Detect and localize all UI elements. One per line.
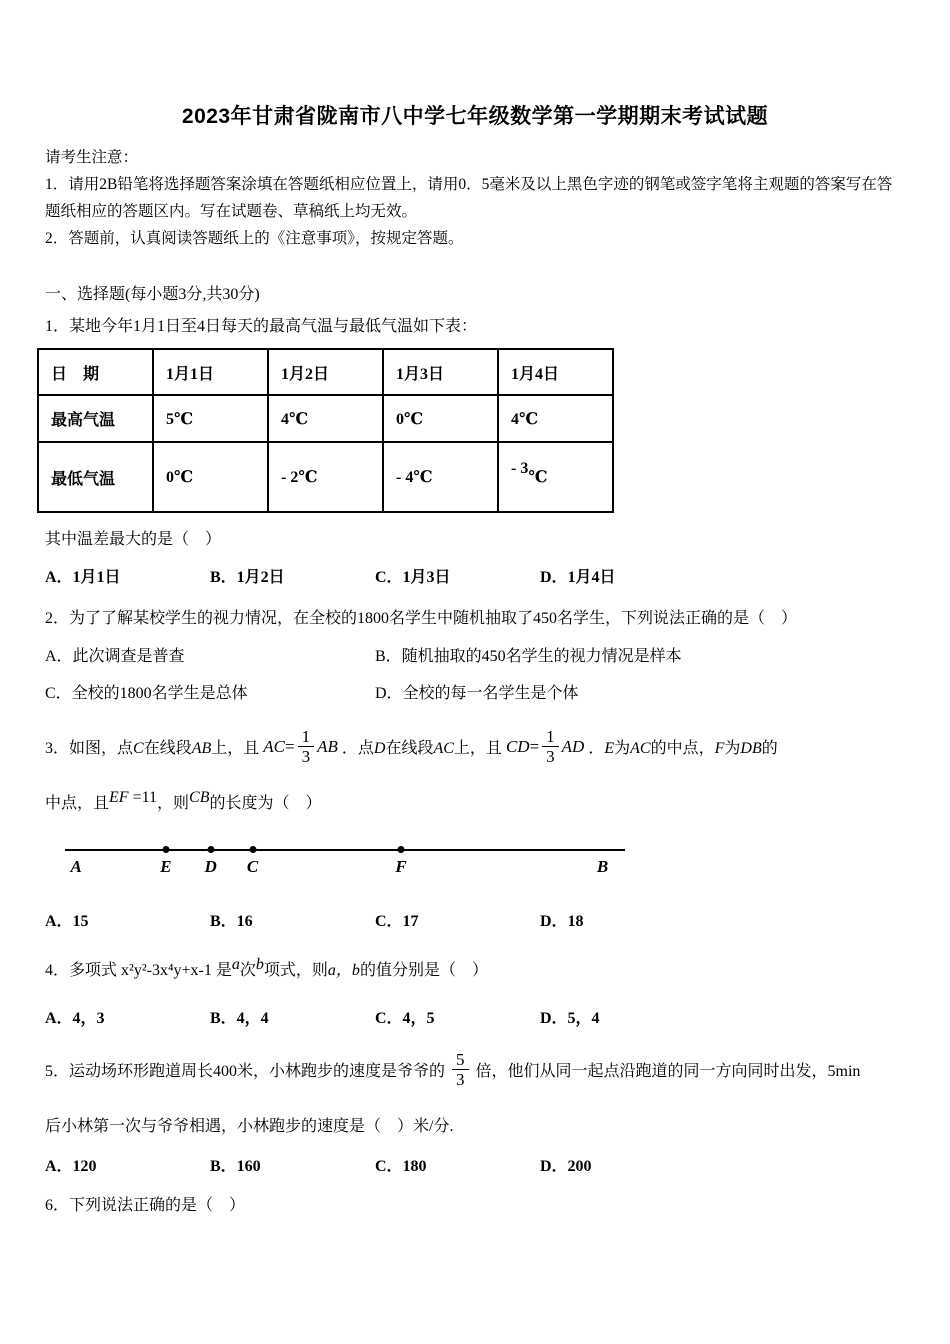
q4-polynomial: x²y²-3x⁴y+x-1	[121, 962, 212, 980]
q5-stem-line1	[45, 1050, 905, 1092]
q4-stem	[45, 956, 905, 986]
q3-options	[45, 909, 905, 934]
q3-math-1: AC = $\frac{1}{3}$ AB	[263, 727, 338, 767]
table-header-cell: 1月1日	[153, 349, 268, 395]
table-cell-sup-value: - 3	[511, 460, 529, 477]
q3-number-line	[65, 835, 625, 893]
table-cell	[498, 442, 613, 512]
q6-stem: 6．下列说法正确的是（ ）	[45, 1197, 246, 1215]
point-label-d: D	[204, 857, 217, 877]
q3-var: DB	[740, 740, 762, 758]
q1-stem2: 其中温差最大的是（ ）	[45, 531, 222, 548]
temperature-table	[37, 348, 614, 513]
q3-var: CB	[189, 789, 210, 807]
page-title: 2023年甘肃省陇南市八中学七年级数学第一学期期末考试试题	[181, 105, 769, 128]
table-cell: - 2℃	[268, 442, 383, 512]
q3-text: ．点	[341, 740, 374, 758]
q3-option-c: C．17	[375, 913, 419, 931]
q5-text: 5．运动场环形跑道周长400米，小林跑步的速度是爷爷的	[45, 1063, 446, 1081]
q2-option-d: D．全校的每一名学生是个体	[375, 685, 579, 702]
q3-option-d: D．18	[540, 913, 584, 931]
q5-text: 倍，他们从同一起点沿跑道的同一方向同时出发，5min	[475, 1063, 861, 1081]
q1-stem: 1．某地今年1月1日至4日每天的最高气温与最低气温如下表：	[45, 318, 478, 335]
q3-var: D	[373, 740, 386, 758]
table-cell: 4℃	[498, 395, 613, 442]
q5-fraction	[449, 1050, 472, 1089]
q5-option-d: D．200	[540, 1158, 592, 1176]
q4-var-ab: a，b	[327, 962, 360, 980]
q4-sup-b: b	[255, 956, 264, 974]
point-label-a: A	[70, 857, 82, 877]
q3-var: C	[133, 740, 144, 758]
table-cell: 0℃	[153, 442, 268, 512]
q5-option-a: A．120	[45, 1158, 97, 1176]
notice-item-1: 1．请用2B铅笔将选择题答案涂填在答题纸相应位置上，请用0．5毫米及以上黑色字迹的钢笔或签字笔将主观题的答案写在答题纸相应的答题区内。写在试题卷、草稿纸上均无效。	[45, 176, 893, 220]
q5-option-c: C．180	[375, 1158, 427, 1176]
q3-var: E	[604, 740, 615, 758]
q2-option-c: C．全校的1800名学生是总体	[45, 685, 248, 702]
q3-text: 上，且	[211, 740, 260, 758]
table-row-label: 最高气温	[38, 395, 153, 442]
q3-text: ，则	[157, 795, 190, 813]
q3-text: 为	[724, 740, 741, 758]
q3-text: 的长度为（ ）	[209, 795, 322, 813]
point-label-f: F	[395, 857, 407, 877]
q3-var: AC	[630, 740, 651, 758]
q3-text: 的中点，	[650, 740, 715, 758]
q2-option-a: A．此次调查是普查	[45, 648, 185, 665]
fraction: $\frac{5}{3}$	[452, 1050, 469, 1089]
q3-math-2: CD = $\frac{1}{3}$ AD	[505, 727, 585, 767]
q3-option-a: A．15	[45, 913, 89, 931]
table-row-high	[38, 395, 613, 442]
table-cell-unit: ℃	[528, 469, 548, 486]
q3-text: 的	[761, 740, 778, 758]
table-cell: 4℃	[268, 395, 383, 442]
point-label-e: E	[160, 857, 172, 877]
point-label-c: C	[246, 857, 259, 877]
q1-option-d: D．1月4日	[540, 569, 616, 586]
q3-option-b: B．16	[210, 913, 253, 931]
q4-options	[45, 1006, 905, 1031]
q4-text: 是	[215, 962, 232, 980]
q2-stem: 2．为了了解某校学生的视力情况，在全校的1800名学生中随机抽取了450名学生，下列说法正确的是（ ）	[45, 610, 798, 627]
q3-text: 3．如图，点	[45, 740, 134, 758]
table-header-cell: 1月2日	[268, 349, 383, 395]
notice-heading: 请考生注意：	[45, 149, 139, 166]
q4-text: 的值分别是（ ）	[359, 962, 488, 980]
notice-item-2: 2．答题前，认真阅读答题纸上的《注意事项》，按规定答题。	[45, 230, 464, 247]
q3-var: AB	[191, 740, 212, 758]
q4-option-c: C．4，5	[375, 1010, 435, 1028]
notice-block	[45, 144, 905, 252]
q3-var: F	[714, 740, 725, 758]
table-header-cell: 1月4日	[498, 349, 613, 395]
q3-math-ef: EF =11	[109, 789, 157, 807]
q1-options	[45, 565, 905, 590]
q4-text: 4．多项式	[45, 962, 118, 980]
number-line-segment	[65, 849, 625, 851]
section1-heading: 一、选择题(每小题3分,共30分)	[45, 286, 260, 303]
q4-text: 次	[239, 962, 256, 980]
point-dot-c	[249, 846, 256, 853]
q1-option-c: C．1月3日	[375, 569, 451, 586]
q3-text: 为	[614, 740, 631, 758]
q3-text: 上，且	[453, 740, 502, 758]
q1-option-a: A．1月1日	[45, 569, 121, 586]
q3-text: 在线段	[143, 740, 192, 758]
table-header-cell: 日 期	[38, 349, 153, 395]
q3-text: ．	[588, 740, 605, 758]
point-label-b: B	[596, 857, 609, 877]
table-cell: 5℃	[153, 395, 268, 442]
table-cell: - 4℃	[383, 442, 498, 512]
table-row-low	[38, 442, 613, 512]
point-dot-e	[162, 846, 169, 853]
point-dot-f	[398, 846, 405, 853]
table-header-row	[38, 349, 613, 395]
q4-text: 项式，则	[263, 962, 328, 980]
q5-options	[45, 1154, 905, 1179]
q2-option-b: B．随机抽取的450名学生的视力情况是样本	[375, 648, 682, 665]
fraction: $\frac{1}{3}$	[298, 727, 315, 766]
q3-stem-line2	[45, 789, 905, 819]
q3-stem-line1	[45, 727, 905, 769]
q4-option-d: D．5，4	[540, 1010, 600, 1028]
q2-options-row2	[45, 681, 905, 706]
table-row-label: 最低气温	[38, 442, 153, 512]
q5-stem-line2: 后小林第一次与爷爷相遇，小林跑步的速度是（ ）米/分.	[45, 1118, 454, 1136]
point-dot-d	[207, 846, 214, 853]
q3-var: AC	[433, 740, 454, 758]
q4-sup-a: a	[231, 956, 240, 974]
q1-option-b: B．1月2日	[210, 569, 285, 586]
table-cell: 0℃	[383, 395, 498, 442]
q3-text: 在线段	[385, 740, 434, 758]
q5-option-b: B．160	[210, 1158, 261, 1176]
q3-text: 中点，且	[45, 795, 110, 813]
q4-option-a: A．4，3	[45, 1010, 105, 1028]
fraction: $\frac{1}{3}$	[542, 727, 559, 766]
table-header-cell: 1月3日	[383, 349, 498, 395]
q4-option-b: B．4，4	[210, 1010, 269, 1028]
q2-options-row1	[45, 644, 905, 669]
